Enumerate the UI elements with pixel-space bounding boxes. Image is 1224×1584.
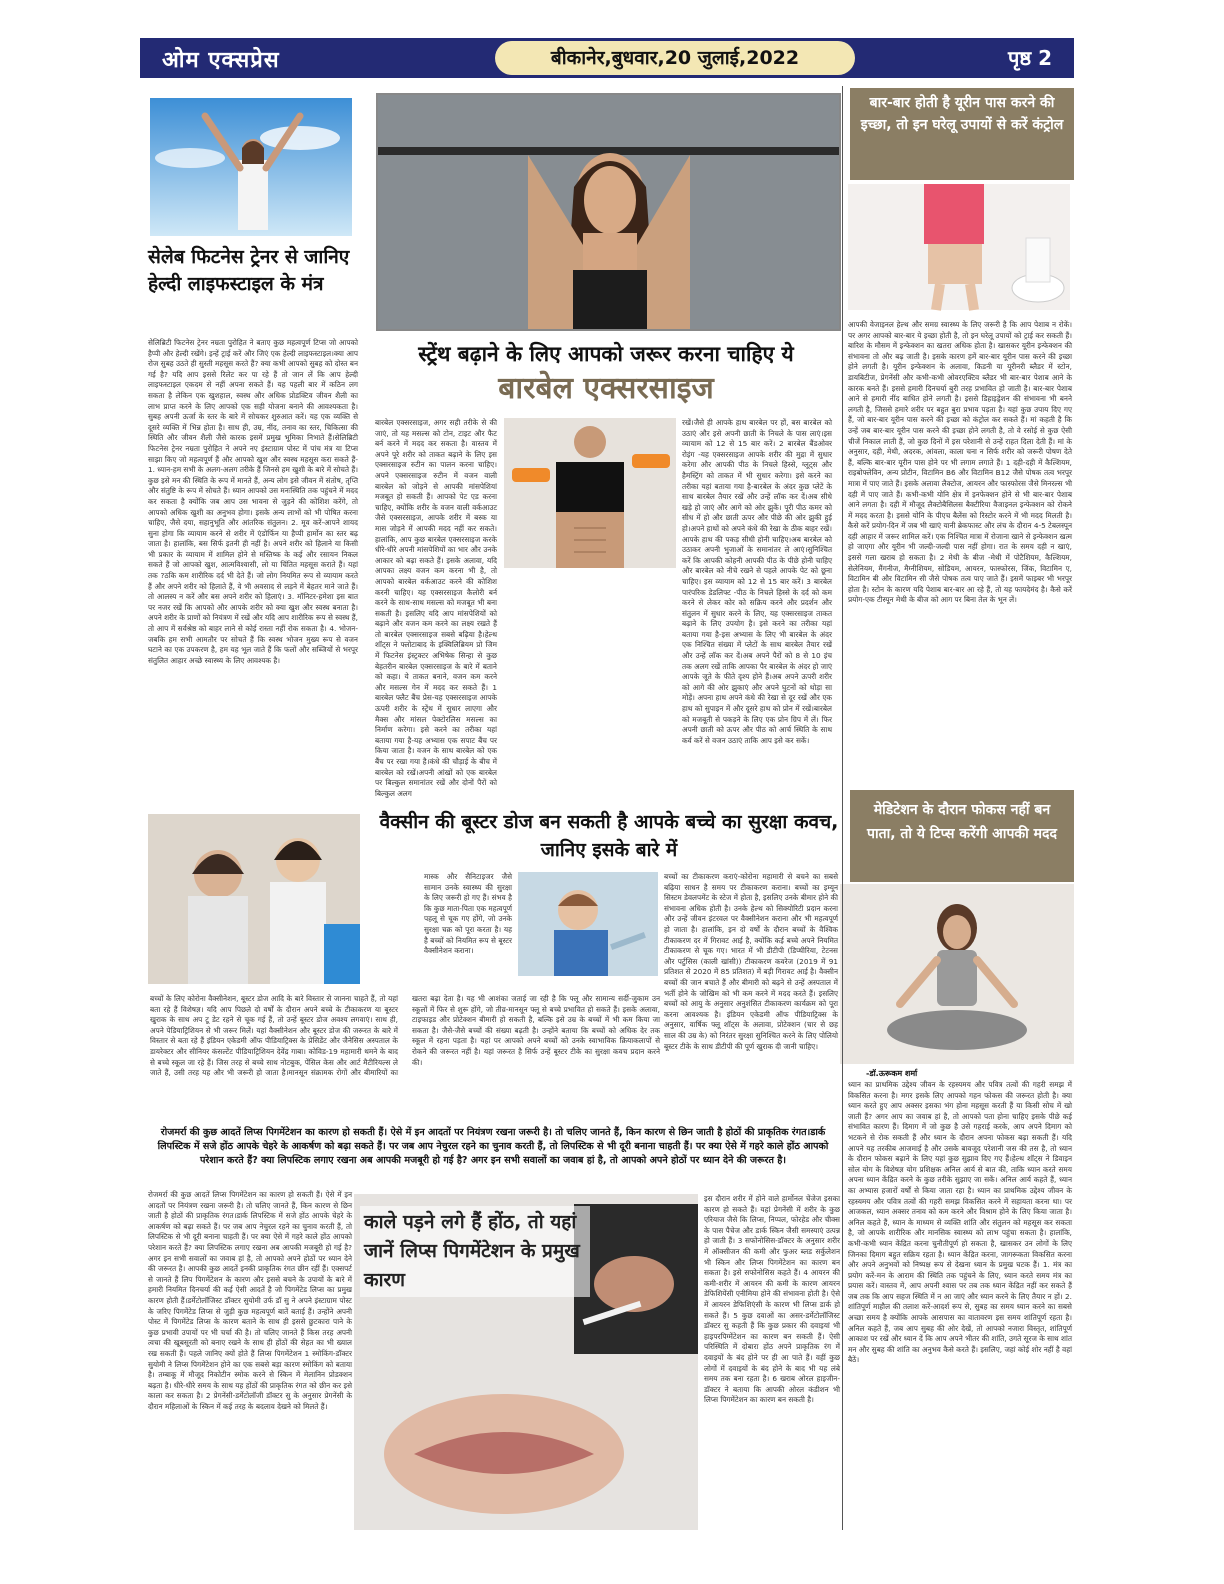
barbell-photo bbox=[376, 93, 841, 331]
barbell-subheadline: बारबेल एक्सरसाइज bbox=[498, 371, 714, 406]
urine-photo bbox=[848, 184, 1070, 310]
vaccine-body-col2: बच्चों के लिए कोरोना वैक्सीनेशन, बूस्टर डोज आदि के बारे विस्तार से जानना चाहते हैं, तो यहां बता रहे हैं विशेषज्ञ। यदि आप पिछले दो वर्षों के दौरान अपने बच्चे के टीकाकरण या बूस्टर खुराक के साथ अप टू डेट रहने से चूक गई हैं, तो उन्हें बूस्टर डोज अवश्य लगवाएं। साथ ही, अपने पेडियाट्रिशियन से भी जरूर मिलें। यहां वैक्सीनेशन और बूस्टर डोज की जरूरत के बारे में विस्तार से बता रहे हैं इंडियन एकेडमी ऑफ पीडियाट्रिक्स के प्रेसिडेंट और जैनेसिस अस्पताल के डायरेक्टर और सीनियर कंसल्टेंट पीडियाट्रिशियन देवेंद्र गाबा। कोविड-19 महामारी थमने के बाद से बच्चे स्कूल जा रहे हैं। जिस तरह से बच्चे साथ नोटबुक, पेंसिल केस और आर्ट मैटीरियल्स ले जाते हैं, उसी तरह यह और भी जरूरी हो जाता है।मानसून संक्रामक रोगों और बीमारियों का खतरा बढ़ा देता है। यह भी आशंका जताई जा रही है कि फ्लू और सामान्य सर्दी-जुकाम उन स्कूलों में फिर से शुरू होंगे, जो तीव्र-मानसून फ्लू से बच्चे प्रभावित हो सकते हैं। इसके अलावा, टाइफाइड और प्रोटेक्शन बीमारी हो सकती है, बल्कि इसे उम्र के बच्चों में भी कम किया जा सकता है। जैसे-जैसे बच्चों की संख्या बढ़ती है। उन्होंने बताया कि बच्चों को अधिक देर तक स्कूल में रहना पड़ता है। यहां पर आपको अपने बच्चों को उनके स्वाभाविक क्रियाकलापों से रोकने की जरूरत नहीं है। यहां जरूरत है सिर्फ उन्हें बूस्टर टीके का सुरक्षा कवच प्रदान करने की। bbox=[150, 994, 660, 1078]
vaccine-photo bbox=[148, 814, 360, 984]
vaccine-body-col3: बच्चों का टीकाकरण कराएं-कोरोना महामारी से बचने का सबसे बढ़िया साधन है समय पर टीकाकरण कराना। बच्चों का इम्यून सिस्टम डेवलपमेंट के स्टेज में होता है, इसलिए उनके बीमार होने की संभावना अधिक होती है। उनके हेल्थ को सिक्योरिटी प्रदान करना और उन्हें जीवन इंटरवल पर वैक्सीनेशन कराना और भी महत्वपूर्ण हो जाता है। हालांकि, इन दो वर्षों के दौरान बच्चों के वैश्विक टीकाकरण दर में गिरावट आई है, क्योंकि कई बच्चे अपने नियमित टीकाकरण से चूक गए। भारत में भी डीटीपी (डिप्थीरिया, टेटनस और पर्टुसिस (काली खांसी)) टीकाकरण कवरेज (2019 में 91 प्रतिशत से 2020 में 85 प्रतिशत) में बड़ी गिरावट आई है। वैक्सीन बच्चों की जान बचाते हैं और बीमारी को बढ़ने से उन्हें अस्पताल में भर्ती होने के जोखिम को भी कम करने में मदद करते हैं। इसलिए बच्चों को आयु के अनुसार अनुशंसित टीकाकरण कार्यक्रम को पूरा करना आवश्यक है। इंडियन एकेडमी ऑफ पीडियाट्रिक्स के अनुसार, वार्षिक फ्लू शॉट्स के अलावा, प्रोटेक्शन (चार से छह साल की उम्र के) को निरंतर सुरक्षा सुनिश्चित करने के लिए पोलियो बूस्टर टीके के साथ डीटीपी की पूर्ण खुराक दी जानी चाहिए। bbox=[664, 872, 838, 1051]
vaccine-headline: वैक्सीन की बूस्टर डोज बन सकती है आपके बच्चे का सुरक्षा कवच, जानिए इसके बारे में bbox=[379, 811, 839, 861]
meditation-photo bbox=[840, 884, 1074, 1064]
lips-intro: रोजमर्रा की कुछ आदतें लिप्स पिगमेंटेशन का कारण हो सकती हैं। ऐसे में इन आदतों पर नियंत्रण रखना जरूरी है। तो चलिए जानते हैं, किन कारण से छिन जाती है होठों की प्राकृतिक रंगत।डार्क लिपस्टिक में सजे होंठ आपके चेहरे के आकर्षण को बढ़ा सकते हैं। पर जब आप नेचुरल रहने का चुनाव करती हैं, तो लिपस्टिक से भी दूरी बनाना चाहती हैं। पर क्या ऐसे में गहरे काले होंठ आपको परेशान करते हैं? क्या लिपस्टिक लगाए रखना अब आपकी मजबूरी हो गई है? अगर इन सभी सवालों का जवाब हां है, तो आपको अपने होठों पर ध्यान देने की जरूरत है। bbox=[157, 1127, 829, 1166]
vaccine-inset-photo bbox=[518, 872, 658, 976]
barbell-body-col2: रखें।जैसे ही आपके हाथ बारबेल पर हों, बस बारबेल को उठाएं और इसे अपनी छाती के निचले के पास लाएं।इस व्यायाम को 12 से 15 बार करें। 2 बारबेल बैंडओवर रोइंग -यह एक्सरसाइज आपके शरीर की मुद्रा में सुधार करेगा और आपकी पीठ के निचले हिस्से, ग्लूट्स और हैमस्ट्रिंग को ताकत में भी सुधार करेगा। इसे करने का तरीका यहां बताया गया है-बारबेल के अंदर कुछ प्लेटें के साथ बारबेल तैयार रखें और उन्हें लॉक कर दें।अब सीधे खड़े हो जाएं और आगे को ओर झुकें। पूरी पीठ कमर को सीध में हो और छाती ऊपर और पीछे की ओर झुकी हुई हो।अपने हाथों को अपने कंधे की रेखा के ठीक बाहर रखें। आपके हाथ की पकड़ सीधी होनी चाहिए।अब बारबेल को उठाकर अपनी भुजाओं के समानांतर ले आएं।सुनिश्चित करें कि आपकी कोहनी आपकी पीठ के पीछे होनी चाहिए और बारबेल को नीचे रखने से पहले आपके पेट को छूना चाहिए। इस व्यायाम को 12 से 15 बार करें। 3 बारबेल पारंपरिक डेडलिफ्ट -पीठ के निचले हिस्से के दर्द को कम करने से लेकर कोर को सक्रिय करने और प्रदर्शन और संतुलन में सुधार करने के लिए, यह एक्सरसाइज ताकत बढ़ाने के लिए उपयोग है। इसे करने का तरीका यहां बताया गया है-इस अभ्यास के लिए भी बारबेल के अंदर एक निश्चित संख्या में प्लेटों के साथ बारबेल तैयार रखें और उन्हें लॉक कर दें।अब अपने पैरों को 8 से 10 इंच तक अलग रखें ताकि आपका पैर बारबेल के अंदर हो जाएं आपके जूते के फीते दृश्य होने हैं।अब अपने ऊपरी शरीर को आगे की ओर झुकाएं और अपने घुटनों को थोड़ा सा मोड़ें। अपना हाथ अपने कंधे की रेखा से दूर रखें और एक हाथ को सुपाइन में और दूसरे हाथ को प्रोन में रखें।बारबेल को मजबूती से पकड़ने के लिए एक प्रोन ग्रिप में लें। फिर अपनी छाती को ऊपर और पीठ को आर्च स्थिति के साथ कर्व करें से वजन उठाएं ताकि आप इसे कर सकें। bbox=[682, 418, 832, 745]
urine-headline: बार-बार होती है यूरीन पास करने की इच्छा, तो इन घरेलू उपायों से करें कंट्रोल bbox=[850, 88, 1074, 180]
masthead bbox=[140, 38, 1074, 78]
barbell-body-col1: बारबेल एक्सरसाइज, अगर सही तरीके से की जाएं, तो यह मसल्स को टोन, टाइट और फैट बर्न करने में मदद कर सकता है। वास्तव में अपने पूरे शरीर को ताकत बढ़ाने के लिए इस एक्सरसाइज रुटीन का पालन करना चाहिए।अपने एक्सरसाइज रुटीन में वजन वाली बारबेल को जोड़ने से आपकी मांसपेशियां मजबूत हो सकती हैं। आपको पेट एड करना चाहिए, क्योंकि शरीर के वजन वाली वर्कआउट जैसे एक्सरसाइज, आपके शरीर में बस्क या मास जोड़ने में आपकी मदद नहीं कर सकते। हालांकि, आप कुछ बारबेल एक्सरसाइज करके धीरे-धीरे अपनी मांसपेशियों का भार और उनके आकार को बढ़ा सकते हैं। इसके अलावा, यदि आपका लक्ष्य वजन कम करना भी है, तो आपको बारबेल वर्कआउट करने की कोशिश करनी चाहिए। यह एक्सरसाइज कैलोरी बर्न करने के साथ-साथ मसल्स को मजबूत भी बना सकती है। इसलिए यदि आप मांसपेशियों को बढ़ाने और वजन कम करने का लक्ष्य रखते हैं तो बारबेल एक्सरसाइज सबसे बढ़िया है।हेल्थ शॉट्स ने फ्लोटाबाद के इक्विलिब्रियम प्रो जिम में फिटनेस इंस्ट्रक्टर अभिषेक सिन्हा से कुछ बेहतरीन बारबेल एक्सरसाइज के बारे में बताने को कहा। ये ताकत बनाने, वजन कम करने और मसल्स गेन में मदद कर सकते हैं। 1 बारबेल फ्लैट बैंच प्रेस-यह एक्सरसाइज आपके ऊपरी शरीर के स्ट्रेंथ में सुधार लाएगा और मैक्स और मांसल पेक्टोरलिस मसल्स का निर्माण करेगा। इसे करने का तरीका यहां बताया गया है-यह अभ्यास एक सपाट बैंच पर किया जाता है। वजन के साथ बारबेल को एक बैंच पर रखा गया है।कंधे की चौड़ाई के बीच में बारबेल को रखें।अपनी आंखों को एक बारबेल पर बिल्कुल समानांतर रखें और दोनों पैरों को बिल्कुल अलग bbox=[375, 418, 497, 798]
celeb-headline: सेलेब फिटनेस ट्रेनर से जानिए हेल्दी लाइफस्टाइल के मंत्र bbox=[148, 246, 350, 295]
lips-body-col1: रोजमर्रा की कुछ आदतें लिप्स पिगमेंटेशन का कारण हो सकती हैं। ऐसे में इन आदतों पर नियंत्रण रखना जरूरी है। तो चलिए जानते हैं, किन कारण से छिन जाती है होठों की प्राकृतिक रंगत।डार्क लिपस्टिक में सजे होंठ आपके चेहरे के आकर्षण को बढ़ा सकते हैं। पर जब आप नेचुरल रहने का चुनाव करती हैं, तो लिपस्टिक से भी दूरी बनाना चाहती हैं। पर क्या ऐसे में गहरे काले होंठ आपको परेशान करते हैं? क्या लिपस्टिक लगाए रखना अब आपकी मजबूरी हो गई है? अगर इन सभी सवालों का जवाब हां है, तो आपको अपने होठों पर ध्यान देने की जरूरत है। आपकी कुछ आदतें इनकी प्राकृतिक रंगत छीन रहीं हैं। एक्सपर्ट से जानते हैं लिप पिगमेंटेशन के कारण और इससे बचने के उपायों के बारे में हमारी नियमित दिनचर्या की कई ऐसी आदतें है जो पिगमेंटेड लिप्स का प्रमुख कारण होती हैं।डर्मेटोलॉजिस्ट डॉक्टर सुयोमी उर्फ डॉ सु ने अपने इंस्टाग्राम पोस्ट के जरिए पिगमेंटेड लिप्स से जुड़ी कुछ महत्वपूर्ण बातें बताई हैं। उन्होंने अपनी पोस्ट में पिगमेंटेड लिप्स के कारण बताने के साथ ही इससे छुटकारा पाने के कुछ प्रभावी उपायों पर भी चर्चा की है। तो चलिए जानते हैं किस तरह अपनी त्वचा की खूबसूरती को बनाए रखने के साथ ही होंठों की सेहत का भी ख्याल रख सकती हैं। पहले जानिए क्यों होते हैं लिप्स पिगमेंटेशन 1 स्मोकिंग-डॉक्टर सुयोमी ने लिप्स पिगमेंटेशन होने का एक सबसे बड़ा कारण स्मोकिंग को बताया है। तम्बाकू में मौजूद निकोटीन स्मोक करने से स्किन में मेलानिन प्रोडक्शन बढ़ता है। धीरे-धीरे समय के साथ यह होंठों की प्राकृतिक रंगत को छीन कर इसे काला कर सकता है। 2 प्रेगनेंसी-डर्मेटोलॉजी डॉक्टर सु के अनुसार प्रेगनेंसी के दौरान महिलाओं के स्किन में कई तरह के बदलाव देखने को मिलते हैं। bbox=[148, 1190, 352, 1411]
barbell-inset-photo bbox=[504, 418, 676, 568]
edition-date: बीकानेर,बुधवार,20 जुलाई,2022 bbox=[495, 41, 855, 75]
lips-body-col2: इस दौरान शरीर में होने वाले हार्मोनल चेंजेज इसका कारण हो सकते हैं। यहां प्रेगनेंसी में शरीर के कुछ एरियाज जैसे कि लिप्स, निप्पल, फोरहेड और चीक्स के पास पैचेज और डार्क स्किन जैसी समस्याएं उत्पन्न हो जाती हैं। 3 सफोनोसिस-डॉक्टर के अनुसार शरीर में ऑक्सीजन की कमी और फुअर ब्लड सर्कुलेशन भी स्किन और लिप्स पिगमेंटेशन का कारण बन सकता है। इसे सफोनोसिस कहते हैं। 4 आयरन की कमी-शरीर में आयरन की कमी के कारण आयरन डेफिशियेंसी एनीमिया होने की संभावना होती है। ऐसे में आयरन डेफिशिएंसी के कारण भी लिप्स डार्क हो सकते हैं। 5 कुछ दवाओं का असर-डर्मेटोलॉजिस्ट डॉक्टर सु कहती हैं कि कुछ प्रकार की दवाइयां भी हाइपरपिग्मेंटेशन का कारण बन सकती हैं। ऐसी परिस्थिति में दोबारा होंठ अपने प्राकृतिक रंग में दवाइयों के बंद होने पर ही आ पाते हैं। वहीं कुछ लोगों में दवाइयों के बंद होने के बाद भी यह लंबे समय तक बना रहता है। 6 खराब ओरल हाइजीन-डॉक्टर ने बताया कि आपकी ओरल कंडीशन भी लिप्स पिगमेंटेशन का कारण बन सकती है। bbox=[704, 1194, 840, 1405]
meditation-byline: -डॉ.ऊरूकम शर्मा bbox=[866, 1069, 918, 1078]
newspaper-name: ओम एक्सप्रेस bbox=[162, 48, 280, 73]
barbell-headline: स्ट्रेंथ बढ़ाने के लिए आपको जरूर करना चाहिए ये bbox=[418, 342, 794, 366]
column-rule bbox=[842, 86, 843, 1530]
celeb-photo bbox=[150, 98, 352, 236]
lips-headline-panel bbox=[354, 1194, 698, 1530]
celeb-body: सेलिब्रिटी फिटनेस ट्रेनर नम्रता पुरोहित ने बताए कुछ महत्वपूर्ण टिप्स जो आपको हैप्पी और हेल्दी रखेंगे। इन्हें ट्राई करें और जिएं एक हेल्दी लाइफस्टाइल।क्या आप रोज सुबह उठते ही सुस्ती महसूस करते हैं? क्या कभी आपको सुबह को दोस्त बन गई है? यदि आप इससे रिलेट कर पा रहे हैं तो जान लें कि आप हेल्दी लाइफस्टाइल एकदम से नहीं अपना सकते हैं। यह पहली बार में कठिन लग सकता है लेकिन एक खुशहाल, स्वस्थ और अधिक प्रोडक्टिव जीवन शैली का लाभ प्राप्त करने के लिए आपको एक सही योजना बनाने की आवश्यकता है।सुबह अपनी ऊर्जा के स्तर के बारे में सोचकर शुरुआत करें। यह एक व्यक्ति से दूसरे व्यक्ति में भिन्न होता है। साथ ही, उम्र, नींद, तनाव का स्तर, चिकित्सा की स्थिति और जीवन शैली जैसे कारक इसमें प्रमुख भूमिका निभाते हैं।सेलिब्रिटी फिटनेस ट्रेनर नम्रता पुरोहित ने अपने नए इंस्टाग्राम पोस्ट में पांच मंत्र या टिप्स साझा किए जो महत्वपूर्ण हैं और आपको खुश और स्वस्थ महसूस करा सकते हैं- 1. ध्यान-हम सभी के अलग-अलग तरीके हैं जिनसे हम खुशी के बारे में सोचते हैं। कुछ इसे मन की स्थिति के रूप में मानते हैं, अन्य लोग इसे जीवन में संतोष, तृप्ति और संतुष्टि के रूप में सोचते हैं। ध्यान आपको उस मनःस्थिति तक पहुंचने में मदद कर सकता है क्योंकि जब आप उस भावना से जुड़ने की कोशिश करेंगे, तो आपको अधिक खुशी का अनुभव होगा। इसके अन्य लाभों को भी पोषित करना चाहिए, जैसे दया, सहानुभूति और आंतरिक संतुलन। 2. मूव करें-आपने शायद सुना होगा कि व्यायाम करने से शरीर में एंडोर्फिन या हैप्पी हार्मोन का स्तर बढ़ जाता है। हालांकि, बस सिर्फ इतनी ही नहीं है। अपने शरीर को हिलाने या किसी भी प्रकार के व्यायाम में शामिल होने से मस्तिष्क के कई और रसायन निकल सकते हैं जो आपको खुश, आत्मविश्वासी, लो या चिंतित महसूस कराते हैं। यहां तक ?ठकि कम शारीरिक दर्द भी देते हैं। जो लोग नियमित रूप से व्यायाम करते हैं और अपने शरीर को हिलाते हैं, वे भी अवसाद से लड़ने में बेहतर माने जाते हैं। तो आलस्य न करें और बस अपने शरीर को हिलाएं। 3. मॉनिटर-हमेशा इस बात पर नजर रखें कि आपको और आपके शरीर को क्या खुश और स्वस्थ बनाता है। अपने शरीर के प्राणों को नियंत्रण में रखें और यदि आप शारीरिक रूप से स्वस्थ हैं, तो आप में सर्वश्रेष्ठ को बाहर लाने से कोई रास्ता नहीं रोक सकता है। 4. भोजन-जबकि हम सभी आमतौर पर सोचते हैं कि स्वस्थ भोजन मुख्य रूप से वजन घटाने का एक उपकरण है, हम यह भूल जाते हैं कि फलों और सब्जियों से भरपूर संतुलित आहार अच्छे स्वास्थ्य के लिए आवश्यक है। bbox=[148, 338, 358, 665]
vaccine-body-col1: मास्क और सैनिटाइजर जैसे सामान उनके स्वास्थ्य की सुरक्षा के लिए जरूरी हो गए हैं। संभव है कि कुछ माता-पिता एक महत्वपूर्ण पहलू से चूक गए होंगे, जो उनके सुरक्षा चक्र को पूरा करता है। यह है बच्चों को नियमित रूप से बूस्टर वैक्सीनेशन कराना। bbox=[424, 872, 512, 956]
lips-headline: काले पड़ने लगे हैं होंठ, तो यहां जानें लिप्स पिगमेंटेशन के प्रमुख कारण bbox=[360, 1206, 590, 1297]
page-number: पृष्ठ 2 bbox=[1007, 46, 1052, 70]
urine-body: आपकी वेजाइनल हेल्थ और समग्र स्वास्थ्य के लिए जरूरी है कि आप पेशाब न रोकें। पर अगर आपको बार-बार ये इच्छा होती है, तो इन घरेलू उपायों को ट्राई कर सकती हैं। बारिश के मौसम में इन्फेक्शन का खतरा अधिक होता है। खासकर यूरीन इन्फेक्शन की संभावना तो और बढ़ जाती है। इसके कारण हमें बार-बार यूरीन पास करने की इच्छा होने लगती है। यूरीन इन्फेक्शन के अलावा, किडनी या यूरीनरी ब्लैडर में स्टोन, डायबिटीज, प्रेगनेंसी और कभी-कभी ओवरएक्टिव ब्लैडर भी बार-बार पेशाब आने के कारक बनते हैं। इससे हमारी दिनचर्या बुरी तरह प्रभावित हो जाती है। बार-बार पेशाब आने से हमारी नींद बाधित होने लगती है। इससे डिहाइड्रेशन की संभावना भी बनने लगती है, जिससे हमारे शरीर पर बहुत बुरा प्रभाव पड़ता है। यहां कुछ उपाय दिए गए हैं, जो बार-बार यूरीन पास करने की इच्छा को कंट्रोल कर सकते हैं। मां कहती है कि उन्हें जब बार-बार यूरीन पास करने की इच्छा होने लगती है, तो वे रसोई से कुछ ऐसी चीजें निकाल लाती हैं, जो कुछ दिनों में इस परेशानी से उन्हें राहत दिला देती हैं। मां के अनुसार, दही, मेथी, अदरक, आंवला, काला चना न सिर्फ शरीर को जरूरी पोषण देते हैं, बल्कि बार-बार यूरीन पास होने पर भी लगाम लगाते हैं। 1 दही-दही में कैल्शियम, राइबोफ्लेविन, अन्य प्रोटीन, विटामिन B6 और विटामिन B12 जैसे पोषक तत्व भरपूर मात्रा में पाए जाते हैं। इसके अलावा लैक्टोज, आयरन और फास्फोरस जैसे मिनरल्स भी दही में पाए जाते हैं। कभी-कभी योनि क्षेत्र में इनफेक्शन होने से भी बार-बार पेशाब आने लगता है। दही में मौजूद लैक्टोबैसिलस बैक्टीरिया वैजाइनल इन्फेक्शन को रोकने में मदद करता है। इससे योनि के पीएच बैलेंस को रिस्टोर करने में भी मदद मिलती है। कैसे करें प्रयोग-दिन में जब भी खाएं यानी ब्रेकफास्ट और लंच के दौरान 4-5 टेबलस्पून दही आहार में जरूर शामिल करें। एक निश्चित मात्रा में रोजाना खाने से इन्फेक्शन खत्म हो जाएगा और यूरीन भी जल्दी-जल्दी पास नहीं होगा। रात के समय दही न खाएं, इससे गला खराब हो सकता है। 2 मेथी के बीज -मेथी में पोटैशियम, कैल्शियम, सेलेनियम, मैंगनीज, मैग्नीशियम, सोडियम, आयरन, फास्फोरस, जिंक, विटामिन ए, विटामिन बी और विटामिन सी जैसे पोषक तत्व पाए जाते हैं। इसमें फाइबर भी भरपूर होता है। स्टोन के कारण यदि पेशाब बार-बार आ रहे हैं, तो यह फायदेमंद है। कैसे करें प्रयोग-एक टीस्पून मेथी के बीज को आग पर बिना तेल के भून लें। bbox=[848, 320, 1072, 605]
meditation-headline: मेडिटेशन के दौरान फोकस नहीं बन पाता, तो ये टिप्स करेंगी आपकी मदद bbox=[850, 790, 1074, 882]
meditation-body: ध्यान का प्राथमिक उद्देश्य जीवन के रहस्यमय और पवित्र तत्वों की गहरी समझ में विकसित करना है। मगर इसके लिए आपको गहन फोकस की जरूरत होती है। क्या ध्यान करते हुए आप अक्सर इसका भंग होना महसूस करती हैं या किसी सोच में खो जाती हैं? अगर आप का जवाब हां है, तो आपको पता होना चाहिए इसके पीछे कई संभावित कारण हैं। दिमाग में जो कुछ है उसे गहराई करके, आप अपने दिमाग को भटकने से रोक सकती हैं और ध्यान के दौरान अपना फोकस बढ़ा सकती हैं। यदि आपने यह तरकीब आजमाई है और उसके बावजूद परेशानी जस की तस है, तो ध्यान के दौरान फोकस बढ़ाने के लिए यहां कुछ सुझाव दिए गए हैं।हेल्थ शॉट्स ने डिवाइन सोल योग के विशेषज्ञ योग प्रशिक्षक अनिल आर्य से बात की, ताकि ध्यान करते समय अपना ध्यान केंद्रित करने के कुछ तरीके सुझाए जा सकें। अनिल आर्य कहते हैं, ध्यान का अभ्यास हजारों वर्षों से किया जाता रहा है। ध्यान का प्राथमिक उद्देश्य जीवन के रहस्यमय और पवित्र तत्वों की गहरी समझ विकसित करने में सहायता करना था। पर आजकल, ध्यान अक्सर तनाव को कम करने और विश्राम होने के लिए किया जाता है। अनिल कहते हैं, ध्यान के माध्यम से व्यक्ति शांति और संतुलन को महसूस कर सकता है, जो आपके शारीरिक और मानसिक स्वास्थ्य को लाभ पहुंचा सकता है। हालांकि, कभी-कभी ध्यान केंद्रित करना चुनौतीपूर्ण हो सकता है, खासकर उन लोगों के लिए जिनका दिमाग बहुत सक्रिय रहता है। ध्यान केंद्रित करना, जागरूकता विकसित करना और अपने अनुभवों को निष्पक्ष रूप से देखना ध्यान के प्रमुख घटक हैं। 1. मंत्र का प्रयोग करें-मन के आराम की स्थिति तक पहुंचने के लिए, ध्यान करते समय मंत्र का प्रयास करें। वास्तव में, आप अपनी श्वास पर तब तक ध्यान केंद्रित नहीं कर सकते हैं जब तक कि आप सहज स्थिति में न आ जाएं और ध्यान करने के लिए तैयार न हों। 2. शांतिपूर्ण माहौल की तलाश करें-आदर्श रूप से, सुबह का समय ध्यान करने का सबसे अच्छा समय है क्योंकि आपके आसपास का वातावरण इस समय शांतिपूर्ण रहता है। अनिल कहते हैं, जब आप सुबह की ओर देखें, तो आपको नजारा विस्तृत, शांतिपूर्ण आकाश पर रखें और ध्यान दें कि आप अपने भीतर की शांति, उगते सूरज के साथ शांत मन और सुबह की शांति का अनुभव कैसे करते हैं। इसलिए, जहां कोई शोर नहीं है वहां बैठें। bbox=[848, 1080, 1072, 1365]
